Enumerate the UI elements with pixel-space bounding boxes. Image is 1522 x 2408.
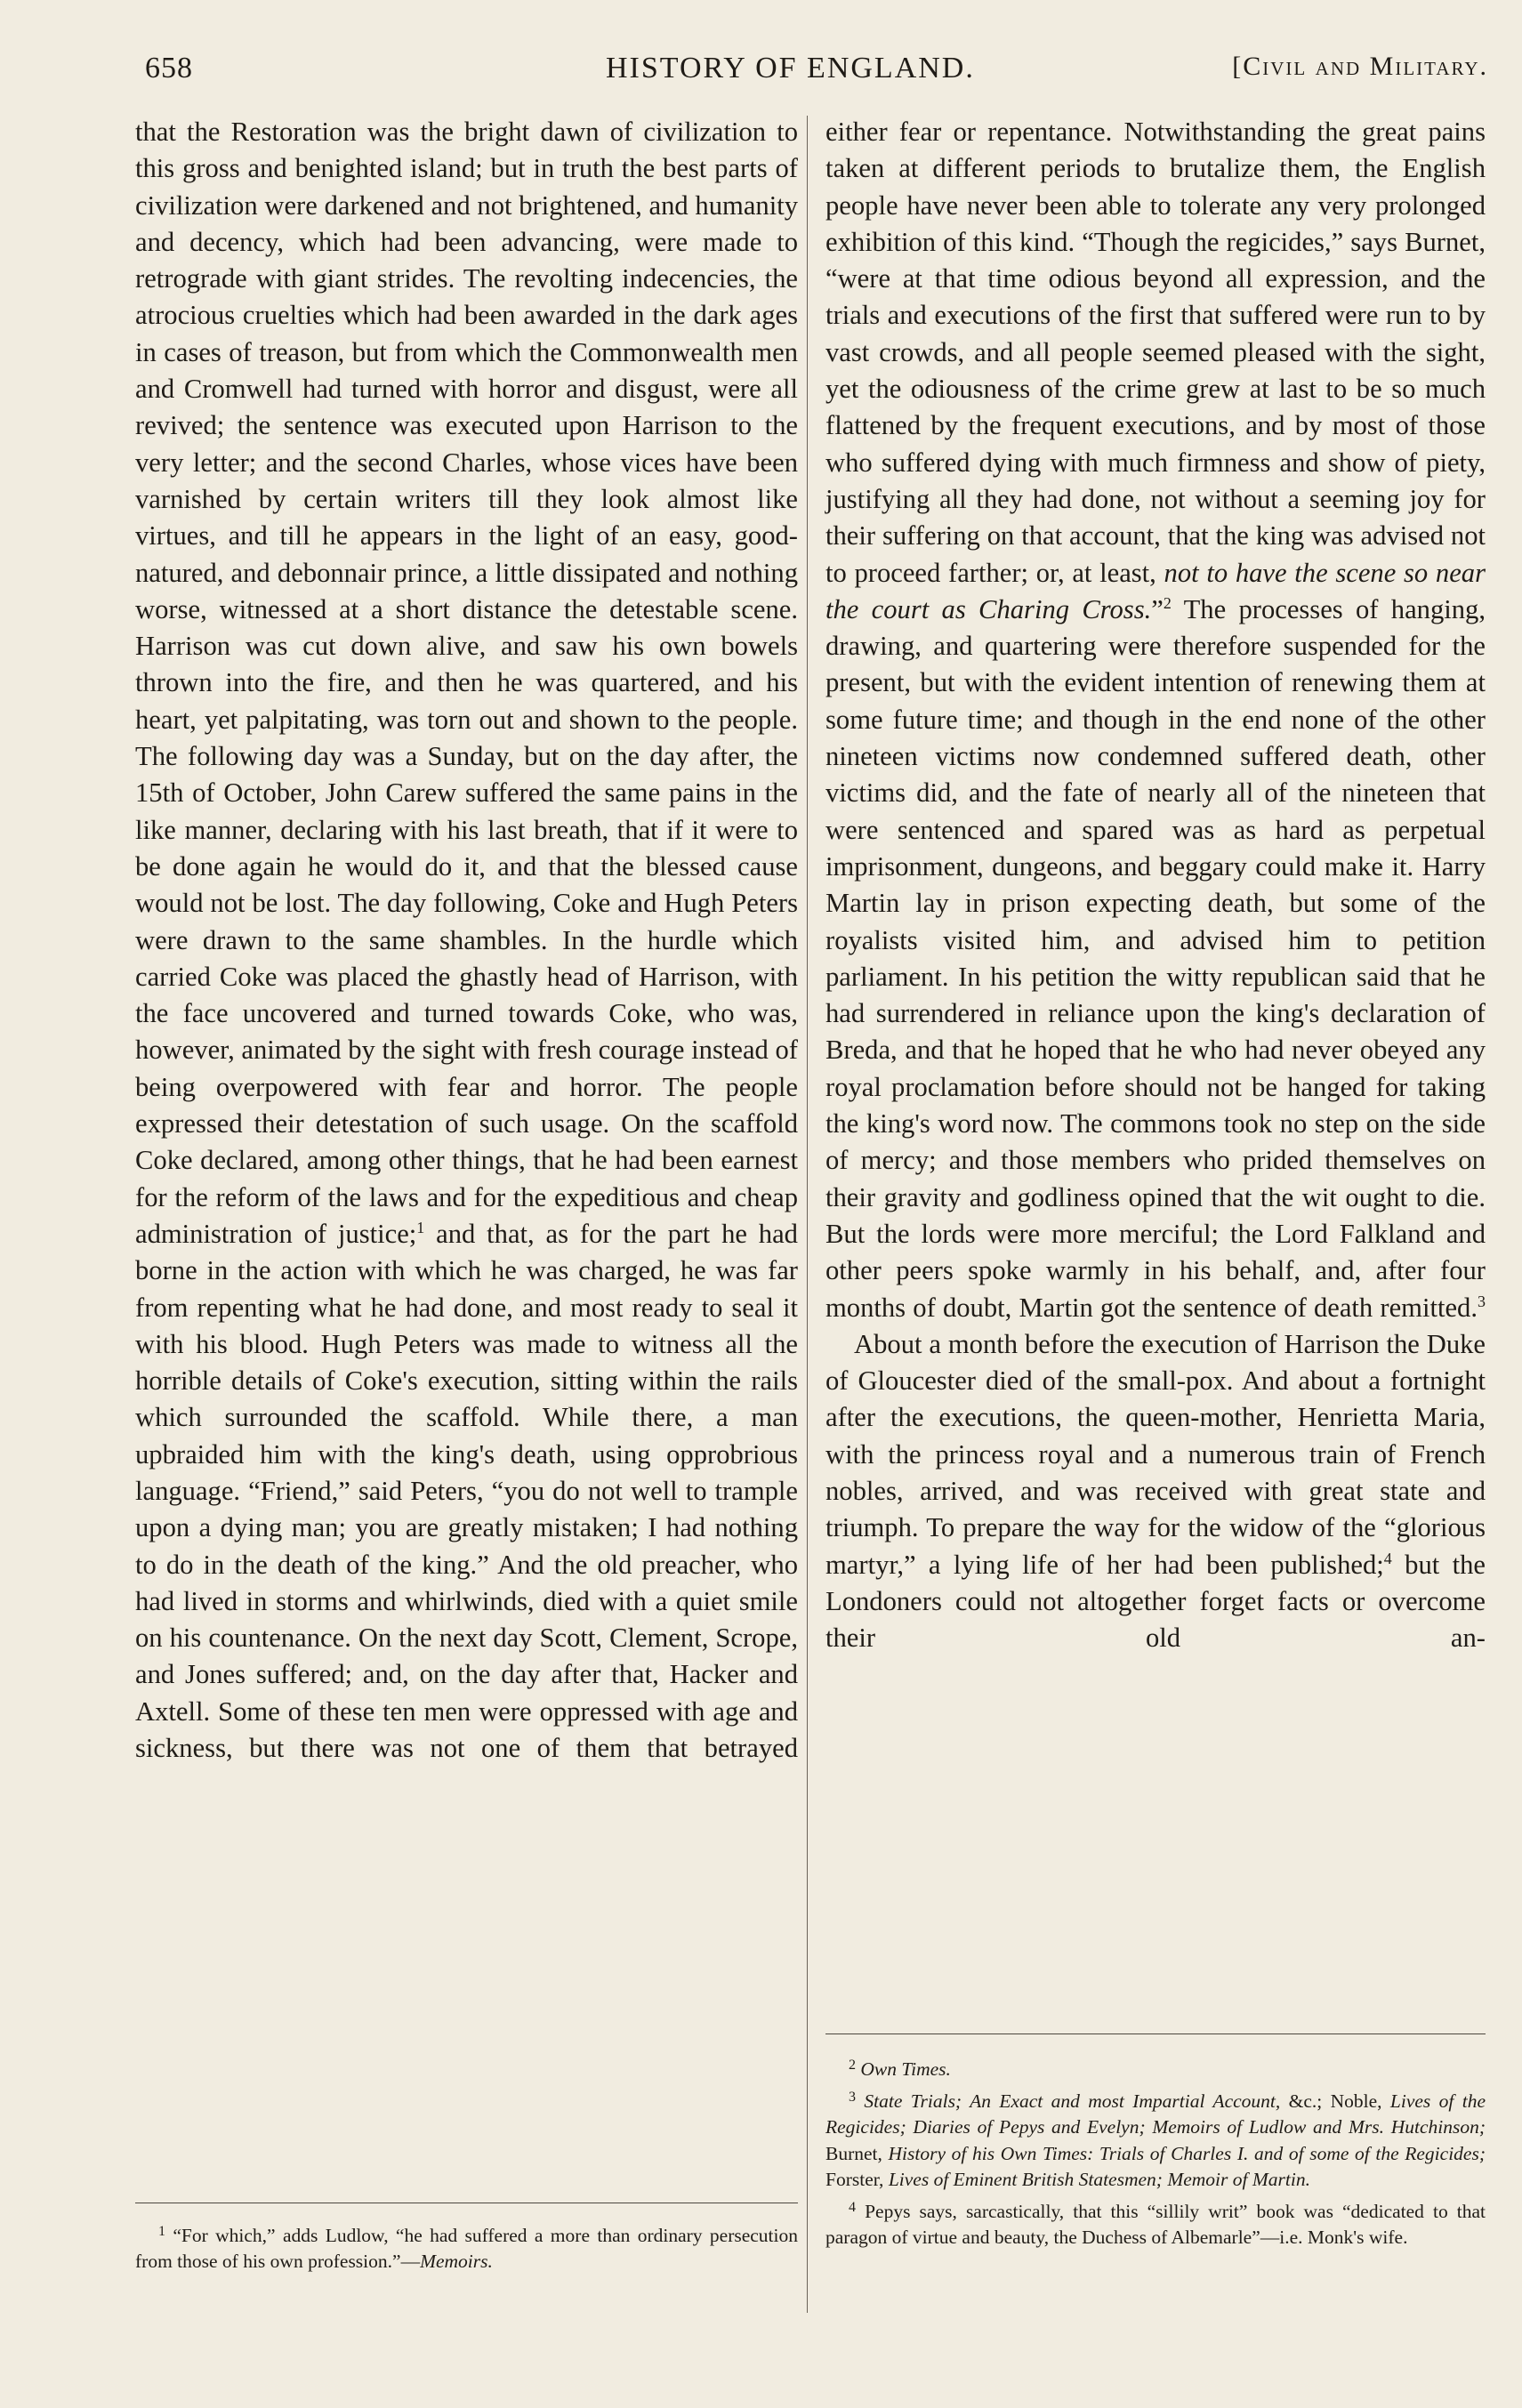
footnote-1 (135, 2219, 798, 2275)
footnote-3-part-2: &c.; Noble, (1288, 2090, 1382, 2113)
footnote-3-part-7: Lives of Eminent British Statesmen; Memoir of Martin. (888, 2168, 1310, 2190)
footnote-4-mark: 4 (849, 2200, 856, 2216)
footnote-3-part-5: History of his Own Times: Trials of Charles I. and of some of the Regicides; (888, 2142, 1486, 2164)
footnote-3-part-6: Forster, (825, 2168, 884, 2190)
left-column (135, 114, 798, 1767)
footnote-2 (825, 2052, 1486, 2082)
right-column (825, 114, 1486, 1656)
footnotes-right (825, 2052, 1486, 2252)
footnote-1-source: Memoirs. (420, 2251, 493, 2273)
right-p2-text-b: but the Londoners could not altogether forget facts or overcome their old an- (825, 1549, 1486, 1654)
right-paragraph-2 (825, 1326, 1486, 1657)
footnote-ref-3: 3 (1478, 1292, 1486, 1310)
footnote-4 (825, 2195, 1486, 2251)
right-p1-italic: not to have the scene so near the court as Charing Cross. (825, 557, 1486, 624)
right-p1-text-b: The processes of hanging, drawing, and quartering were therefore suspended for the present, but with the evident intention of renewing them at some future time; and though in the end none of the other nineteen victims now condemned suffered death, other victims did, and the fate of nearly all of the nineteen that were sentenced and spared was as hard as perpetual imprisonment, dungeons, and beggary could make it. Harry Martin lay in prison expecting death, but some of the royalists visited him, and advised him to petition parliament. In his petition the witty republican said that he had surrendered in reliance upon the king's declaration of Breda, and that he hoped that he who had never obeyed any royal proclamation before should not be hanged for taking the king's word now. The commons took no step on the side of mercy; and those members who prided themselves on their gravity and godliness opined that the wit ought to die. But the lords were more merciful; the Lord Falkland and other peers spoke warmly in his behalf, and, after four months of doubt, Martin got the sentence of death remitted. (825, 593, 1486, 1323)
right-paragraph-1 (825, 114, 1486, 1326)
running-title: HISTORY OF ENGLAND. (606, 52, 975, 85)
footnote-3-part-4: Burnet, (825, 2142, 882, 2164)
column-divider (807, 116, 808, 2313)
footnote-4-text: Pepys says, sarcastically, that this “sillily writ” book was “dedicated to that paragon of virtue and beauty, the Duchess of Albemarle”—i.e. Monk's wife. (825, 2201, 1486, 2249)
page-number: 658 (145, 52, 193, 85)
footnote-ref-1: 1 (416, 1218, 425, 1236)
footnote-1-mark: 1 (158, 2224, 165, 2239)
running-head (145, 52, 1488, 94)
footnotes-left (135, 2219, 798, 2276)
footnote-2-mark: 2 (849, 2058, 856, 2073)
right-p1-text-a: either fear or repentance. Notwithstanding the great pains taken at different periods to brutalize them, the English people have never been able to tolerate any very prolonged exhibition of this kind. “Though the regicides,” says Burnet, “were at that time odious beyond all expression, and the trials and executions of the first that suffered were run to by vast crowds, and all people seemed pleased with the sight, yet the odiousness of the crime grew at last to be so much flattened by the frequent executions, and by most of those who suffered dying with much firmness and show of piety, justifying all they had done, not without a seeming joy for their suffering on that account, that the king was advised not to proceed farther; or, at least, (825, 117, 1486, 588)
footnote-3-part-1: State Trials; An Exact and most Impartial Account, (864, 2090, 1281, 2113)
footnote-3 (825, 2084, 1486, 2193)
footnote-3-mark: 3 (849, 2090, 856, 2106)
footnote-3-part-3: Lives of the Regicides; Diaries of Pepys and Evelyn; Memoirs of Ludlow and Mrs. Hutchinson; (825, 2090, 1486, 2138)
footnote-ref-2: 2 (1163, 593, 1172, 612)
right-p2-text-a: About a month before the execution of Harrison the Duke of Gloucester died of the small-pox. And about a fortnight after the executions, the queen-mother, Henrietta Maria, with the princess royal and a numerous train of French nobles, arrived, and was received with great state and triumph. To prepare the way for the widow of the “glorious martyr,” a lying life of her had been published; (825, 1328, 1486, 1580)
section-heading: [Civil and Military. (1232, 52, 1488, 81)
footnote-1-text: “For which,” adds Ludlow, “he had suffered a more than ordinary persecution from those of his own profession.”— (135, 2225, 799, 2273)
left-text-part-2: and that, as for the part he had borne in the action with which he was charged, he was far from repenting what he had done, and most ready to seal it with his blood. Hugh Peters was made to witness all the horrible details of Coke's execution, sitting within the rails which surrounded the scaffold. While there, a man upbraided him with the king's death, using opprobrious language. “Friend,” said Peters, “you do not well to trample upon a dying man; you are greatly mistaken; I had nothing to do in the death of the king.” And the old preacher, who had lived in storms and whirlwinds, died with a quiet smile on his countenance. On the next day Scott, Clement, Scrope, and Jones suffered; and, on the day after that, Hacker and Axtell. Some of these ten men were oppressed with age and sickness, but there was not one of them that betrayed (135, 1218, 798, 1764)
footnote-2-text: Own Times. (860, 2058, 951, 2080)
left-column-text (135, 114, 798, 1767)
right-p1-close-quote: ” (1151, 593, 1164, 624)
footnote-ref-4: 4 (1383, 1549, 1392, 1567)
left-text-part-1: that the Restoration was the bright dawn of civilization to this gross and benighted island; but in truth the best parts of civilization were darkened and not brightened, and humanity and decency, which had been advancing, were made to retrograde with giant strides. The revolting indecencies, the atrocious cruelties which had been awarded in the dark ages in cases of treason, but from which the Commonwealth men and Cromwell had turned with horror and disgust, were all revived; the sentence was executed upon Harrison to the very letter; and the second Charles, whose vices have been varnished by certain writers till they look almost like virtues, and till he appears in the light of an easy, good-natured, and debonnair prince, a little dissipated and nothing worse, witnessed at a short distance the detestable scene. Harrison was cut down alive, and saw his own bowels thrown into the fire, and then he was quartered, and his heart, yet palpitating, was torn out and shown to the people. The following day was a Sunday, but on the day after, the 15th of October, John Carew suffered the same pains in the like manner, declaring with his last breath, that if it were to be done again he would do it, and that the blessed cause would not be lost. The day following, Coke and Hugh Peters were drawn to the same shambles. In the hurdle which carried Coke was placed the ghastly head of Harrison, with the face uncovered and turned towards Coke, who was, however, animated by the sight with fresh courage instead of being overpowered with fear and horror. The people expressed their detestation of such usage. On the scaffold Coke declared, among other things, that he had been earnest for the reform of the laws and for the expeditious and cheap administration of justice; (135, 117, 798, 1249)
